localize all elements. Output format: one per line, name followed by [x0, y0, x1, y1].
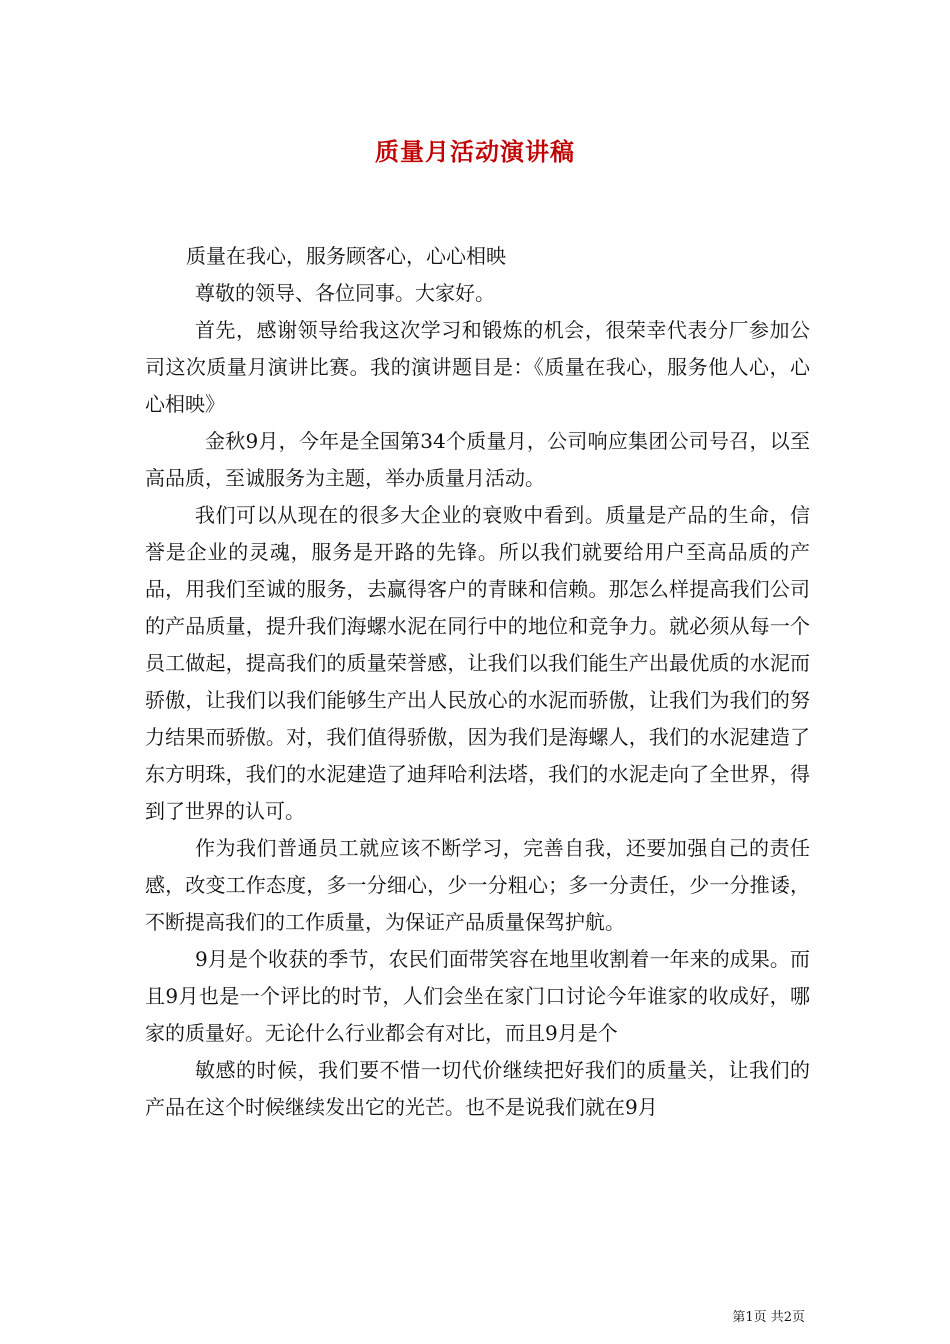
page-number: 第1页 共2页	[732, 1310, 805, 1325]
paragraph-harvest: 9月是个收获的季节，农民们面带笑容在地里收割着一年来的成果。而且9月也是一个评比的时节，人们会坐在家门口讨论今年谁家的收成好，哪家的质量好。无论什么行业都会有对比，而且9月是个	[145, 947, 810, 1045]
paragraph-subtitle: 质量在我心，服务顾客心，心心相映	[186, 244, 506, 268]
paragraph-quality-life: 我们可以从现在的很多大企业的衰败中看到。质量是产品的生命，信誉是企业的灵魂，服务是开路的先锋。所以我们就要给用户至高品质的产品，用我们至诚的服务，去赢得客户的青睐和信赖。那怎么样提高我们公司的产品质量，提升我们海螺水泥在同行中的地位和竞争力。就必须从每一个员工做起，提高我们的质量荣誉感，让我们以我们能生产出最优质的水泥而骄傲，让我们以我们能够生产出人民放心的水泥而骄傲，让我们为我们的努力结果而骄傲。对，我们值得骄傲，因为我们是海螺人，我们的水泥建造了东方明珠，我们的水泥建造了迪拜哈利法塔，我们的水泥走向了全世界，得到了世界的认可。	[145, 503, 810, 823]
paragraph-sensitive-time: 敏感的时候，我们要不惜一切代价继续把好我们的质量关，让我们的产品在这个时候继续发出它的光芒。也不是说我们就在9月	[145, 1058, 810, 1119]
document-title: 质量月活动演讲稿	[375, 137, 575, 166]
document-body	[145, 238, 810, 1126]
paragraph-greeting: 尊敬的领导、各位同事。大家好。	[195, 281, 495, 305]
paragraph-golden-autumn: 金秋9月，今年是全国第34个质量月，公司响应集团公司号召，以至高品质，至诚服务为主题，举办质量月活动。	[145, 429, 810, 490]
paragraph-intro: 首先，感谢领导给我这次学习和锻炼的机会，很荣幸代表分厂参加公司这次质量月演讲比赛。我的演讲题目是：《质量在我心，服务他人心，心心相映》	[145, 318, 810, 416]
paragraph-employees: 作为我们普通员工就应该不断学习，完善自我，还要加强自己的责任感，改变工作态度，多一分细心，少一分粗心；多一分责任，少一分推诿，不断提高我们的工作质量，为保证产品质量保驾护航。	[145, 836, 810, 934]
